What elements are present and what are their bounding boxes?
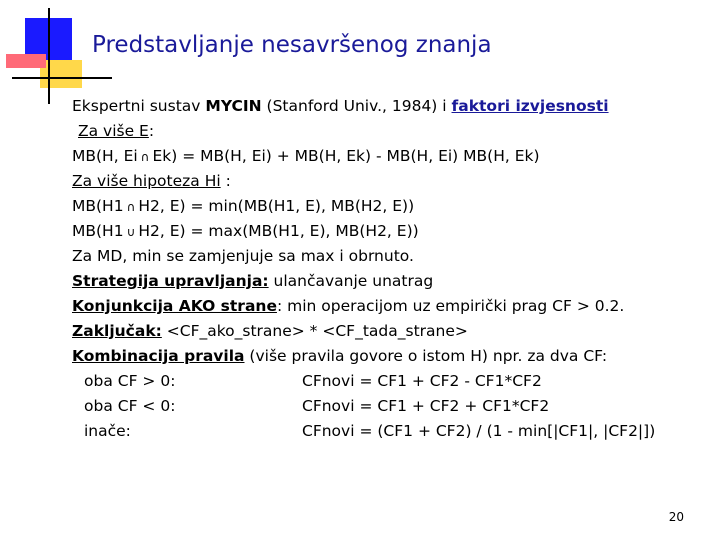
combination-condition: inače: [84, 422, 131, 440]
page-number: 20 [668, 510, 684, 524]
evidence-colon: : [148, 122, 155, 140]
conclusion-line [72, 319, 712, 344]
conclusion-label: Zaključak: [72, 322, 162, 340]
hypothesis-formula-max [72, 219, 712, 244]
intro-keyword: faktori izvjesnosti [451, 97, 609, 115]
decor-red-bar [6, 54, 46, 68]
combination-formula: CFnovi = (CF1 + CF2) / (1 - min[|CF1|, |CF2|]) [302, 422, 656, 440]
combination-row [72, 419, 712, 444]
combination-row [72, 394, 712, 419]
intersection-symbol: ∩ [140, 150, 150, 164]
combination-line [72, 344, 712, 369]
hyp-f1-b: H2, E) = min(MB(H1, E), MB(H2, E)) [138, 197, 415, 215]
hypothesis-heading: Za više hipoteza Hi [72, 172, 221, 190]
conjunction-label: Konjunkcija AKO strane [72, 297, 277, 315]
combination-row [72, 369, 712, 394]
intro-middle: (Stanford Univ., 1984) i [261, 97, 452, 115]
union-symbol: ∪ [126, 225, 136, 239]
strategy-label: Strategija upravljanja: [72, 272, 269, 290]
intersection-symbol: ∩ [126, 200, 136, 214]
hyp-f2-b: H2, E) = max(MB(H1, E), MB(H2, E)) [138, 222, 419, 240]
decor-yellow-square [40, 60, 82, 88]
decor-vertical-line [48, 8, 50, 104]
strategy-text: ulančavanje unatrag [268, 272, 434, 290]
hypothesis-colon: : [220, 172, 231, 190]
combination-condition: oba CF > 0: [84, 372, 176, 390]
conjunction-line [72, 294, 712, 319]
evidence-heading: Za više E [78, 122, 149, 140]
evidence-formula [72, 144, 712, 169]
evidence-heading-line [72, 119, 712, 144]
combination-text: (više pravila govore o istom H) npr. za dva CF: [244, 347, 608, 365]
intro-prefix: Ekspertni sustav [72, 97, 206, 115]
strategy-line [72, 269, 712, 294]
conclusion-text: <CF_ako_strane> * <CF_tada_strane> [161, 322, 468, 340]
hyp-f1-a: MB(H1 [72, 197, 124, 215]
conjunction-text: : min operacijom uz empirički prag CF > 0.2. [276, 297, 625, 315]
evidence-formula-a: MB(H, Ei [72, 147, 138, 165]
intro-line [72, 94, 712, 119]
combination-condition: oba CF < 0: [84, 397, 176, 415]
evidence-formula-b: Ek) = MB(H, Ei) + MB(H, Ek) - MB(H, Ei) MB(H, Ek) [152, 147, 540, 165]
decor-horizontal-line [12, 77, 112, 79]
combination-formula: CFnovi = CF1 + CF2 - CF1*CF2 [302, 372, 542, 390]
slide-title: Predstavljanje nesavršenog znanja [92, 32, 492, 58]
slide-content [72, 94, 712, 444]
hypothesis-heading-line [72, 169, 712, 194]
combination-formula: CFnovi = CF1 + CF2 + CF1*CF2 [302, 397, 550, 415]
intro-mycin: MYCIN [205, 97, 262, 115]
combination-label: Kombinacija pravila [72, 347, 245, 365]
hyp-f2-a: MB(H1 [72, 222, 124, 240]
hypothesis-formula-min [72, 194, 712, 219]
md-note: Za MD, min se zamjenjuje sa max i obrnuto. [72, 247, 414, 265]
